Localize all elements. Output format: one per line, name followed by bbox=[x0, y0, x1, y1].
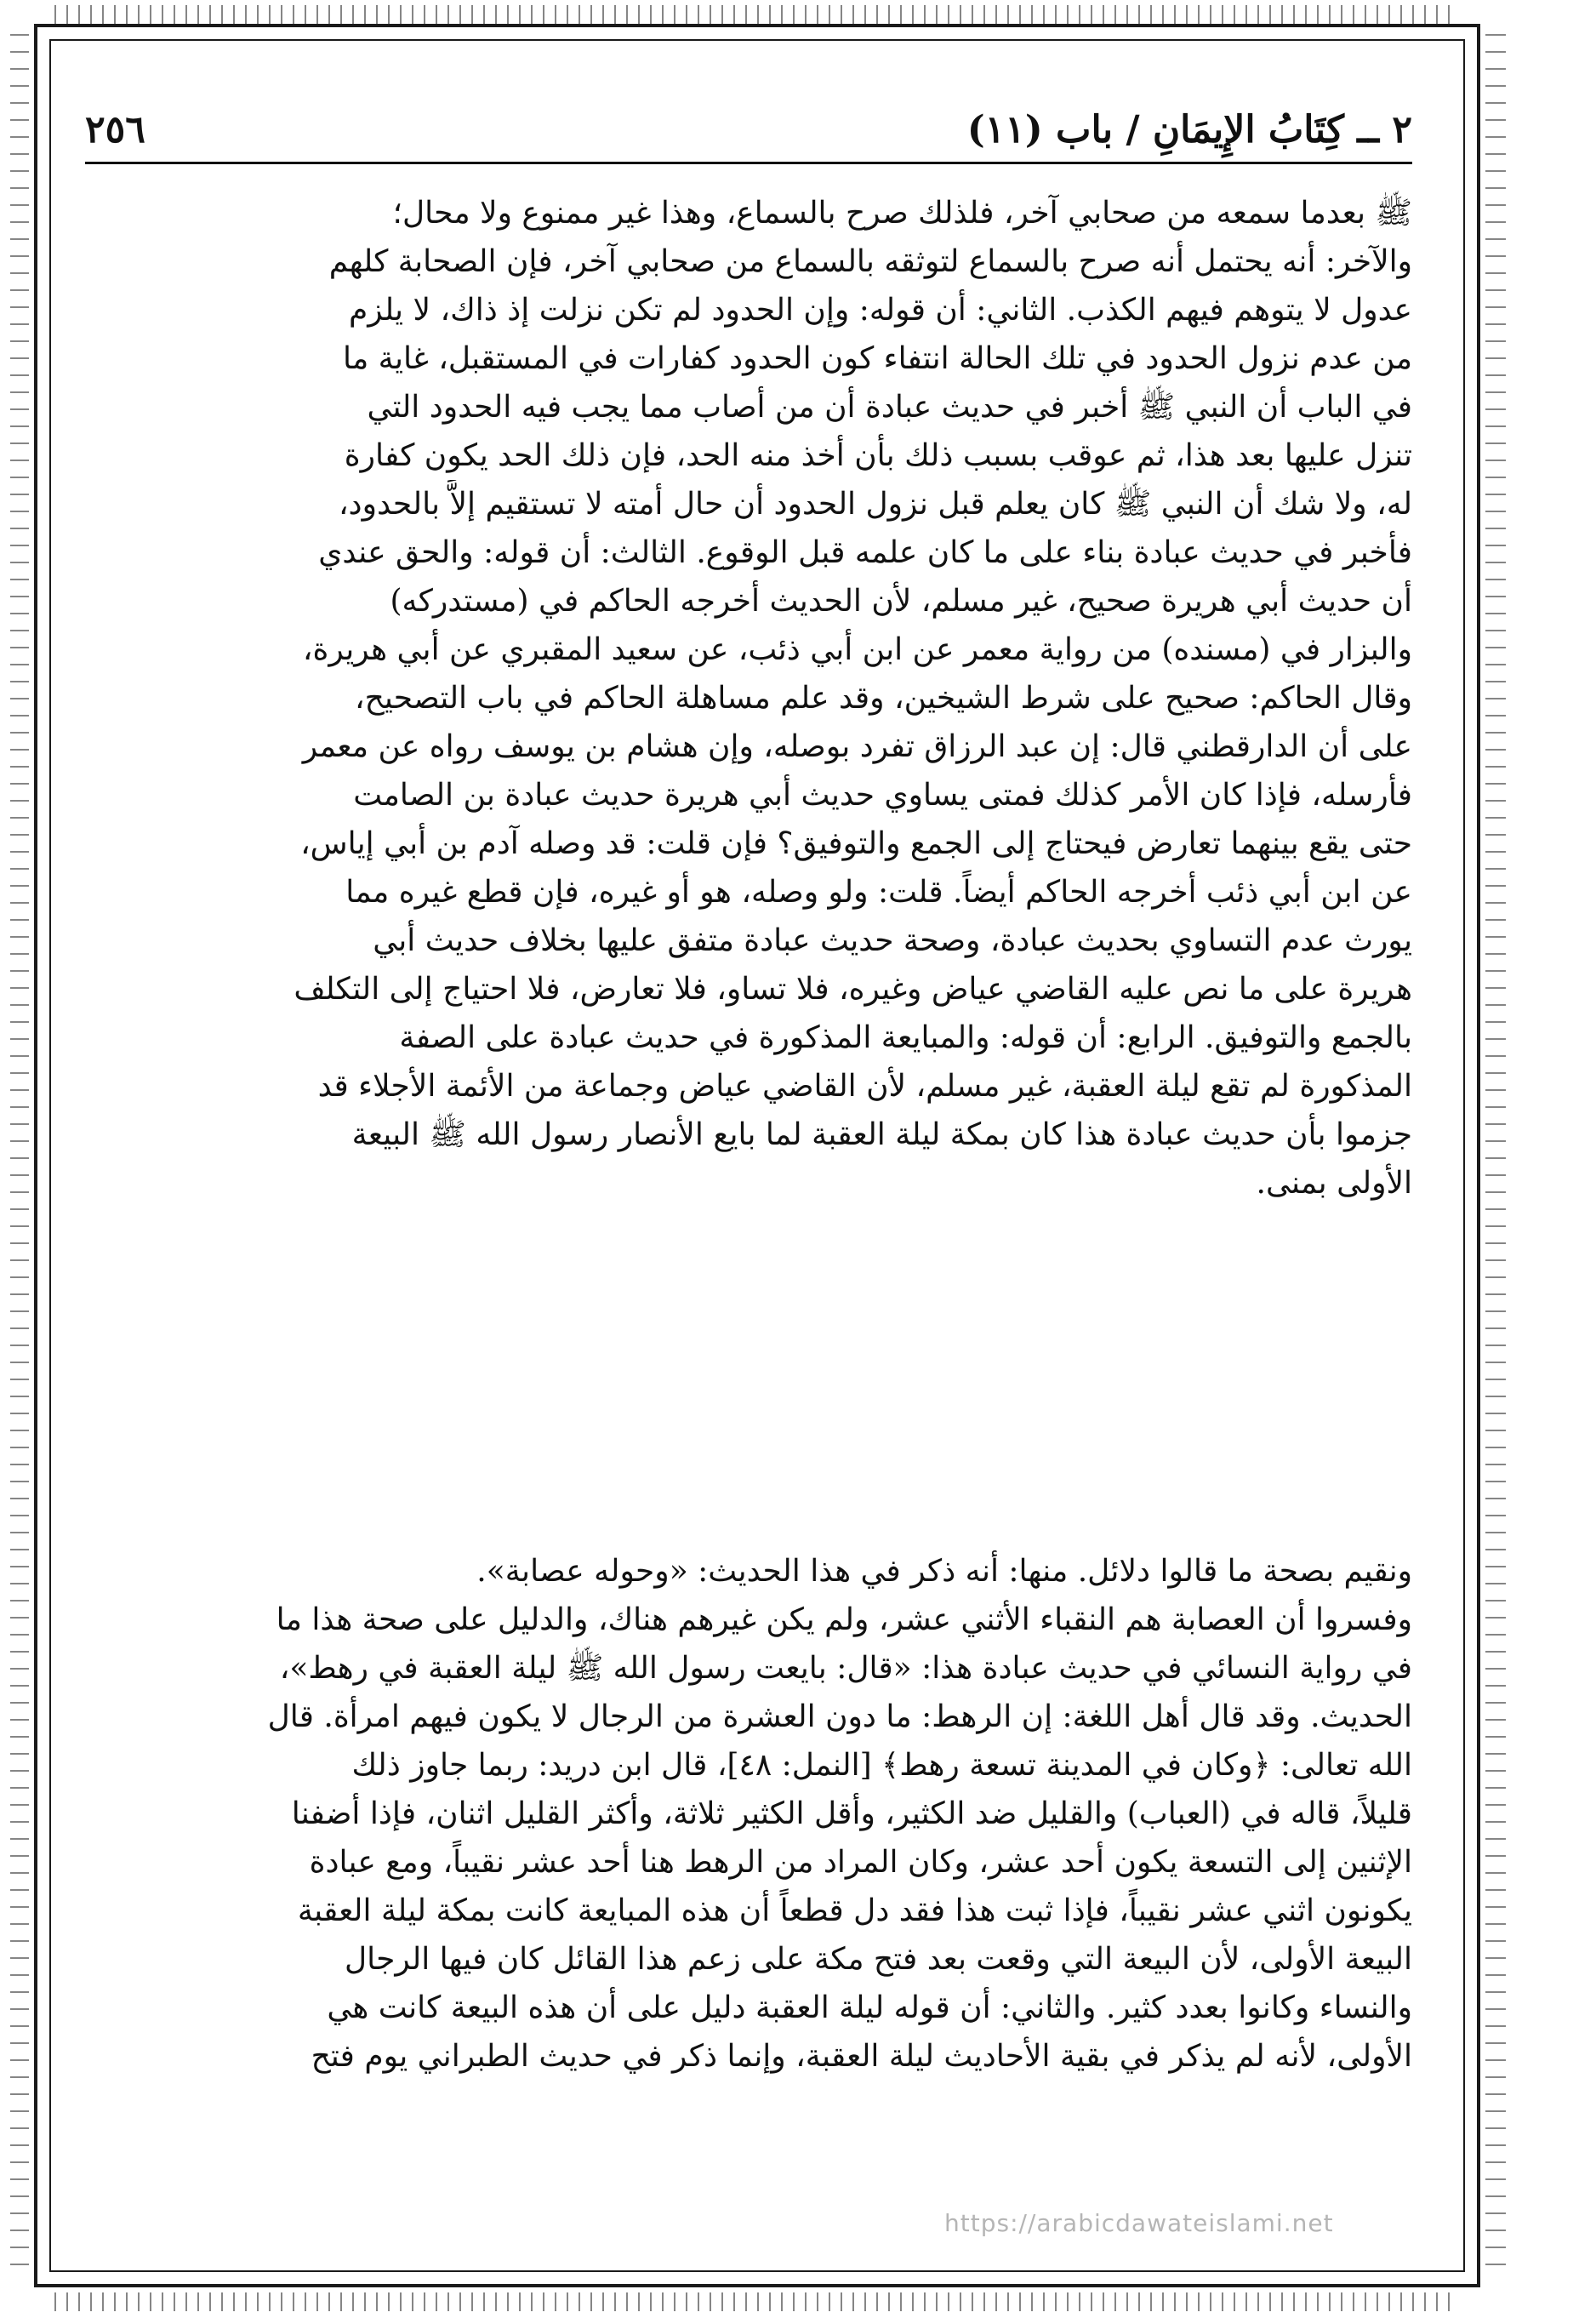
text-line: أن حديث أبي هريرة صحيح، غير مسلم، لأن الحديث أخرجه الحاكم في (مستدركه) bbox=[390, 584, 1412, 619]
text-line: بالجمع والتوفيق. الرابع: أن قوله: والمبايعة المذكورة في حديث عبادة على الصفة bbox=[399, 1020, 1412, 1055]
watermark-url: https://arabicdawateislami.net bbox=[944, 2209, 1334, 2237]
border-ornament-right bbox=[1485, 34, 1506, 2281]
text-line: على أن الدارقطني قال: إن عبد الرزاق تفرد بوصله، وإن هشام بن يوسف رواه عن معمر bbox=[302, 729, 1412, 764]
text-line: عدول لا يتوهم فيهم الكذب. الثاني: أن قوله: وإن الحدود لم تكن نزلت إذ ذاك، لا يلزم bbox=[348, 293, 1412, 328]
border-ornament-top bbox=[54, 5, 1460, 24]
text-line: الأولى بمنى. bbox=[1256, 1166, 1412, 1201]
text-line: وفسروا أن العصابة هم النقباء الأثني عشر، ولم يكن غيرهم هناك، والدليل على صحة هذا ما bbox=[276, 1602, 1412, 1637]
text-line: والآخر: أنه يحتمل أنه صرح بالسماع لتوثقه بالسماع من صحابي آخر، فإن الصحابة كلهم bbox=[328, 244, 1412, 279]
text-line: جزموا بأن حديث عبادة هذا كان بمكة ليلة العقبة لما بايع الأنصار رسول الله ﷺ البيعة bbox=[351, 1117, 1412, 1152]
text-line: والبزار في (مسنده) من رواية معمر عن ابن أبي ذئب، عن سعيد المقبري عن أبي هريرة، bbox=[302, 632, 1412, 667]
text-line: تنزل عليها بعد هذا، ثم عوقب بسبب ذلك بأن أخذ منه الحد، فإن ذلك الحد يكون كفارة bbox=[344, 438, 1412, 473]
text-line: الله تعالى: ﴿وكان في المدينة تسعة رهط﴾ [النمل: ٤٨]، قال ابن دريد: ربما جاوز ذلك bbox=[351, 1748, 1412, 1783]
paragraph-2 bbox=[88, 1547, 1412, 2081]
text-line: عن ابن أبي ذئب أخرجه الحاكم أيضاً. قلت: ولو وصله، هو أو غيره، فإن قطع غيره مما bbox=[345, 875, 1412, 910]
running-title: ٢ ــ كِتَابُ الإِيمَانِ / باب (١١) bbox=[966, 108, 1412, 151]
text-line: ونقيم بصحة ما قالوا دلائل. منها: أنه ذكر في هذا الحديث: «وحوله عصابة». bbox=[476, 1554, 1412, 1589]
text-line: الإثنين إلى التسعة يكون أحد عشر، وكان المراد من الرهط هنا أحد عشر نقيباً، ومع عبادة bbox=[309, 1845, 1412, 1880]
header-rule bbox=[85, 162, 1412, 164]
text-line: هريرة على ما نص عليه القاضي عياض وغيره، فلا تساو، فلا تعارض، فلا احتياج إلى التكلف bbox=[294, 972, 1412, 1007]
text-line: الحديث. وقد قال أهل اللغة: إن الرهط: ما دون العشرة من الرجال لا يكون فيهم امرأة. قال bbox=[267, 1699, 1412, 1734]
text-line: يكونون اثني عشر نقيباً، فإذا ثبت هذا فقد دل قطعاً أن هذه المبايعة كانت بمكة ليلة العقبة bbox=[297, 1893, 1412, 1928]
border-ornament-left bbox=[10, 34, 29, 2281]
text-line: من عدم نزول الحدود في تلك الحالة انتفاء كون الحدود كفارات في المستقبل، غاية ما bbox=[342, 341, 1412, 376]
text-line: فأخبر في حديث عبادة بناء على ما كان علمه قبل الوقوع. الثالث: أن قوله: والحق عندي bbox=[318, 535, 1412, 570]
text-line: قليلاً، قاله في (العباب) والقليل ضد الكثير، وأقل الكثير ثلاثة، وأكثر القليل اثنان، فإذا أضفنا bbox=[291, 1796, 1412, 1831]
running-header bbox=[85, 100, 1412, 151]
paragraph-1 bbox=[88, 189, 1412, 1208]
page-number: ٢٥٦ bbox=[85, 108, 145, 151]
text-line: حتى يقع بينهما تعارض فيحتاج إلى الجمع والتوفيق؟ فإن قلت: قد وصله آدم بن أبي إياس، bbox=[300, 826, 1412, 861]
text-line: في الباب أن النبي ﷺ أخبر في حديث عبادة أن من أصاب مما يجب فيه الحدود التي bbox=[367, 390, 1412, 425]
text-line: المذكورة لم تقع ليلة العقبة، غير مسلم، لأن القاضي عياض وجماعة من الأئمة الأجلاء قد bbox=[317, 1069, 1412, 1104]
text-line: الأولى، لأنه لم يذكر في بقية الأحاديث ليلة العقبة، وإنما ذكر في حديث الطبراني يوم فتح bbox=[311, 2039, 1412, 2074]
text-line: فأرسله، فإذا كان الأمر كذلك فمتى يساوي حديث أبي هريرة حديث عبادة بن الصامت bbox=[353, 778, 1412, 813]
text-line: يورث عدم التساوي بحديث عبادة، وصحة حديث عبادة متفق عليها بخلاف حديث أبي bbox=[373, 923, 1412, 958]
text-line: في رواية النسائي في حديث عبادة هذا: «قال: بايعت رسول الله ﷺ ليلة العقبة في رهط»، bbox=[279, 1651, 1412, 1686]
text-line: والنساء وكانوا بعدد كثير. والثاني: أن قوله ليلة العقبة دليل على أن هذه البيعة كانت هي bbox=[327, 1990, 1412, 2025]
text-line: البيعة الأولى، لأن البيعة التي وقعت بعد فتح مكة على زعم هذا القائل كان فيها الرجال bbox=[344, 1942, 1412, 1977]
border-ornament-bottom bbox=[54, 2292, 1460, 2311]
text-line: له، ولا شك أن النبي ﷺ كان يعلم قبل نزول الحدود أن حال أمته لا تستقيم إلاَّ بالحدود، bbox=[338, 487, 1412, 522]
text-line: ﷺ بعدما سمعه من صحابي آخر، فلذلك صرح بالسماع، وهذا غير ممنوع ولا محال؛ bbox=[392, 196, 1412, 231]
text-line: وقال الحاكم: صحيح على شرط الشيخين، وقد علم مساهلة الحاكم في باب التصحيح، bbox=[355, 681, 1412, 716]
